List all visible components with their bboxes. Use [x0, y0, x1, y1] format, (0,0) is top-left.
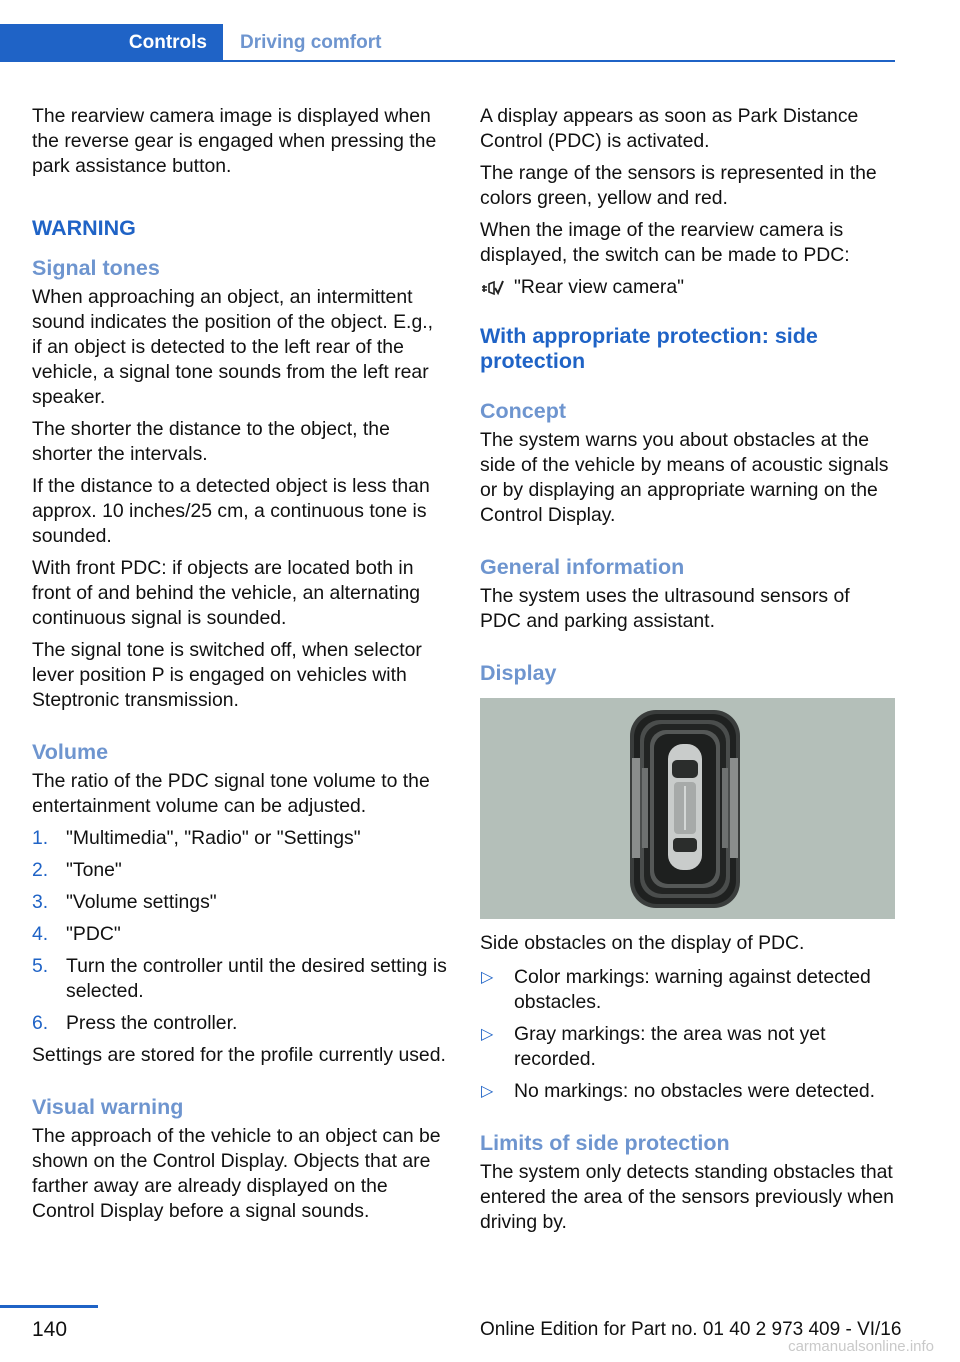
visual-warning-heading: Visual warning — [32, 1095, 184, 1119]
step-number: 6. — [32, 1012, 49, 1034]
step-number: 5. — [32, 955, 49, 977]
pdc-paragraph: A display appears as soon as Park Distance Control (PDC) is activated. — [480, 105, 859, 152]
display-caption: Side obstacles on the display of PDC. — [480, 932, 805, 954]
volume-steps — [32, 826, 447, 1036]
general-info-heading: General information — [480, 555, 685, 579]
page-number: 140 — [32, 1318, 68, 1341]
visual-warning-paragraph: The approach of the vehicle to an object can be shown on the Control Display. Objects that are farther away are already displayed on the Control Display before a signal sounds. — [32, 1125, 441, 1222]
step-number: 1. — [32, 827, 49, 849]
list-item — [480, 965, 895, 1015]
bullet-text: Color markings: warning against detected obstacles. — [514, 966, 871, 1013]
intro-paragraph: The rearview camera image is displayed when the reverse gear is engaged when pressing the park assistance button. — [32, 105, 437, 177]
list-item — [32, 858, 447, 883]
pdc-paragraph: The range of the sensors is represented in the colors green, yellow and red. — [480, 162, 877, 209]
signal-tones-paragraph: When approaching an object, an intermittent sound indicates the position of the object. E.g., if an object is detected to the left rear of the vehicle, a signal tone sounds from the left rear speaker. — [32, 286, 434, 408]
step-number: 4. — [32, 923, 49, 945]
signal-tones-paragraph: The signal tone is switched off, when selector lever position P is engaged on vehicles with Steptronic transmission. — [32, 639, 422, 711]
rear-view-camera-icon — [480, 278, 504, 298]
edition-text: Online Edition for Part no. 01 40 2 973 409 - VI/16 — [480, 1319, 902, 1340]
concept-paragraph: The system warns you about obstacles at the side of the vehicle by means of acoustic signals or by displaying an appropriate warning on the Control Display. — [480, 429, 889, 526]
display-heading: Display — [480, 661, 557, 685]
watermark: carmanualsonline.info — [788, 1338, 934, 1355]
list-item — [480, 1022, 895, 1072]
side-protection-heading: With appropriate protection: side protection — [480, 324, 818, 373]
step-text: "Volume settings" — [66, 891, 217, 913]
limits-paragraph: The system only detects standing obstacles that entered the area of the sensors previously when driving by. — [480, 1161, 894, 1233]
bullet-text: No markings: no obstacles were detected. — [514, 1080, 876, 1102]
list-item — [32, 954, 447, 1004]
step-number: 3. — [32, 891, 49, 913]
triangle-bullet-icon: ▷ — [481, 1083, 494, 1100]
pdc-display-illustration — [480, 698, 895, 919]
pdc-paragraph: When the image of the rearview camera is displayed, the switch can be made to PDC: — [480, 219, 850, 266]
list-item — [32, 890, 447, 915]
section-tab-driving-comfort[interactable]: Driving comfort — [240, 32, 382, 53]
triangle-bullet-icon: ▷ — [481, 969, 494, 986]
page-header — [0, 24, 895, 62]
step-text: "Multimedia", "Radio" or "Settings" — [66, 827, 361, 849]
signal-tones-paragraph: The shorter the distance to the object, the shorter the intervals. — [32, 418, 390, 465]
display-bullets — [480, 965, 895, 1104]
volume-outro: Settings are stored for the profile currently used. — [32, 1044, 446, 1066]
list-item — [480, 1079, 895, 1104]
concept-heading: Concept — [480, 399, 566, 423]
left-column — [32, 104, 447, 1231]
warning-heading: WARNING — [32, 216, 136, 240]
header-rule — [0, 60, 895, 62]
step-text: Turn the controller until the desired setting is selected. — [66, 955, 447, 1002]
rear-view-camera-line — [480, 275, 895, 300]
list-item — [32, 1011, 447, 1036]
general-info-paragraph: The system uses the ultrasound sensors of PDC and parking assistant. — [480, 585, 850, 632]
limits-heading: Limits of side protection — [480, 1131, 730, 1155]
bullet-text: Gray markings: the area was not yet recorded. — [514, 1023, 826, 1070]
signal-tones-paragraph: With front PDC: if objects are located both in front of and behind the vehicle, an alternating continuous signal is sounded. — [32, 557, 421, 629]
rear-view-camera-label: "Rear view camera" — [514, 276, 685, 298]
footer-rule — [0, 1305, 98, 1308]
section-tab-controls[interactable]: Controls — [0, 24, 223, 62]
volume-heading: Volume — [32, 740, 109, 764]
list-item — [32, 826, 447, 851]
signal-tones-heading: Signal tones — [32, 256, 160, 280]
step-text: "PDC" — [66, 923, 121, 945]
step-number: 2. — [32, 859, 49, 881]
volume-intro: The ratio of the PDC signal tone volume to the entertainment volume can be adjusted. — [32, 770, 430, 817]
pdc-display-image — [480, 698, 895, 919]
triangle-bullet-icon: ▷ — [481, 1026, 494, 1043]
step-text: Press the controller. — [66, 1012, 238, 1034]
list-item — [32, 922, 447, 947]
signal-tones-paragraph: If the distance to a detected object is less than approx. 10 inches/25 cm, a continuous tone is sounded. — [32, 475, 430, 547]
right-column — [480, 104, 895, 1242]
step-text: "Tone" — [66, 859, 122, 881]
